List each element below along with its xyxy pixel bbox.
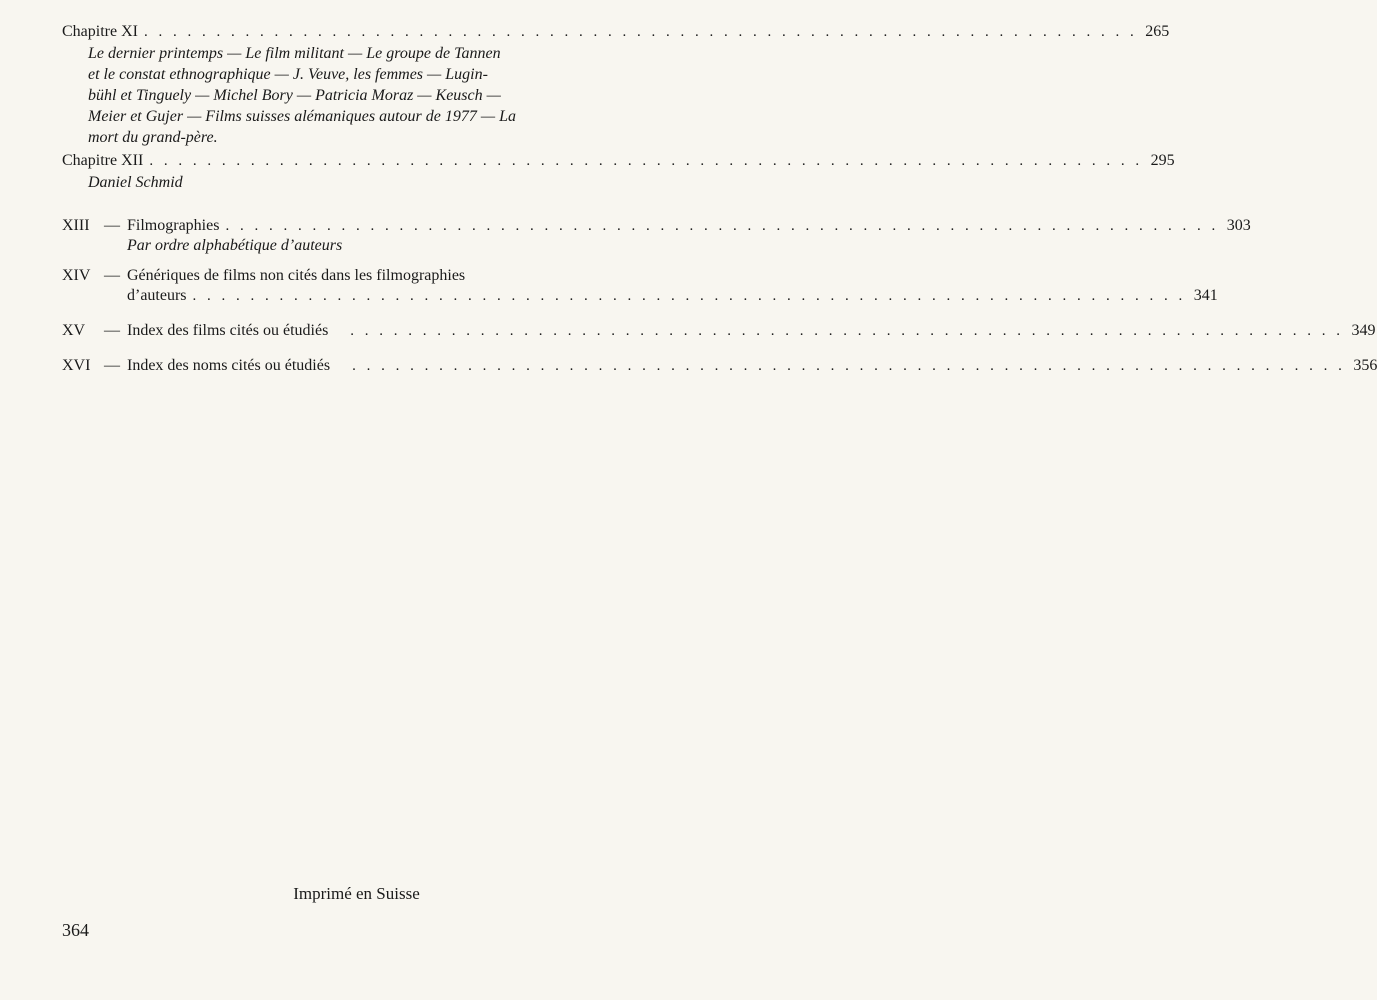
summary-line: mort du grand-père.: [88, 129, 218, 146]
dot-leader: . . . . . . . . . . . . . . . . . . . . . . . . . . . . . . . . . . . . . . . . . . . . . . . . . . . . . . . . . . . . . . . . . . . . .: [192, 288, 1186, 304]
summary-line: et le constat ethnographique — J. Veuve, les femmes — Lugin-: [88, 66, 488, 83]
section-title: Index des noms cités ou étudiés: [127, 357, 331, 374]
section-dash: —: [104, 322, 120, 339]
imprint-line: Imprimé en Suisse: [293, 884, 420, 903]
summary-line: Le dernier printemps — Le film militant — Le groupe de Tannen: [88, 45, 501, 62]
chapter-label: Chapitre XI: [62, 23, 138, 40]
dot-leader: . . . . . . . . . . . . . . . . . . . . . . . . . . . . . . . . . . . . . . . . . . . . . . . . . . . . . . . . . . . . . . . . . . . . .: [143, 24, 1138, 40]
page-number: 295: [1150, 152, 1175, 169]
section-dash: —: [104, 217, 120, 234]
dot-leader: . . . . . . . . . . . . . . . . . . . . . . . . . . . . . . . . . . . . . . . . . . . . . . . . . . . . . . . . . . . . . . . . . . . . .: [225, 218, 1219, 234]
summary-line: Meier et Gujer — Films suisses alémaniques autour de 1977 — La: [88, 108, 516, 125]
toc-entry-chapter-12: [62, 151, 1175, 171]
section-numeral: XV: [62, 322, 86, 339]
toc-entry-section-15: [62, 321, 1376, 341]
page-folio: 364: [62, 920, 89, 940]
page-number: 341: [1193, 287, 1218, 304]
summary-line: bühl et Tinguely — Michel Bory — Patricia Moraz — Keusch —: [88, 87, 501, 104]
page-number: 349: [1351, 322, 1376, 339]
page-number: 303: [1226, 217, 1251, 234]
chapter-11-summary: [88, 43, 573, 148]
toc-entry-section-16: [62, 356, 1377, 376]
page-number: 265: [1145, 23, 1170, 40]
page-number: 356: [1353, 357, 1377, 374]
chapter-label: Chapitre XII: [62, 152, 144, 169]
section-title: Génériques de films non cités dans les filmographies: [127, 267, 466, 284]
dot-leader: . . . . . . . . . . . . . . . . . . . . . . . . . . . . . . . . . . . . . . . . . . . . . . . . . . . . . . . . . . . . . . . . . . . . .: [149, 153, 1143, 169]
section-numeral: XIV: [62, 267, 91, 284]
section-title: Filmographies: [127, 217, 220, 234]
section-dash: —: [104, 357, 120, 374]
section-title-continued: d’auteurs: [127, 287, 187, 304]
section-numeral: XVI: [62, 357, 91, 374]
section-title: Index des films cités ou étudiés: [127, 322, 329, 339]
section-numeral: XIII: [62, 217, 90, 234]
dot-leader: . . . . . . . . . . . . . . . . . . . . . . . . . . . . . . . . . . . . . . . . . . . . . . . . . . . . . . . . . . . . . . . . . . . . .: [352, 358, 1346, 374]
toc-entry-section-14: [62, 266, 1218, 306]
chapter-12-subtitle: Daniel Schmid: [88, 174, 183, 191]
section-dash: —: [104, 267, 120, 284]
dot-leader: . . . . . . . . . . . . . . . . . . . . . . . . . . . . . . . . . . . . . . . . . . . . . . . . . . . . . . . . . . . . . . . . . . . . .: [350, 323, 1344, 339]
toc-entry-section-13: [62, 216, 1251, 256]
section-subtitle: Par ordre alphabétique d’auteurs: [127, 237, 343, 254]
toc-entry-chapter-11: [62, 22, 1170, 42]
